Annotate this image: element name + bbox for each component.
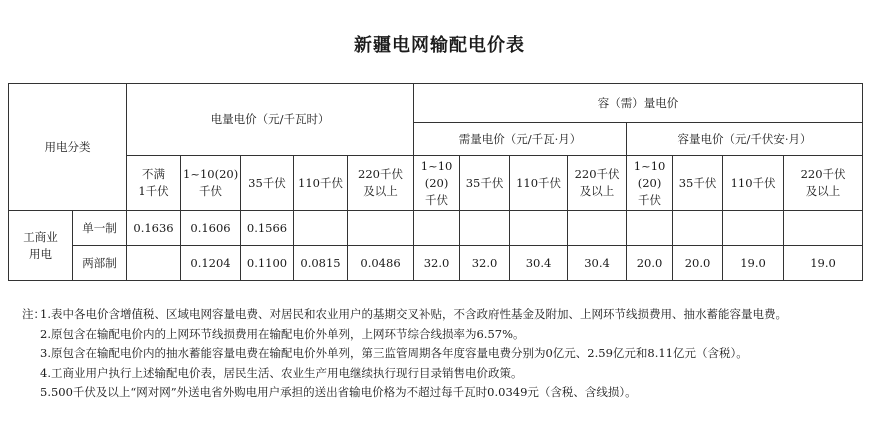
table-cell [784, 211, 863, 246]
table-cell [348, 211, 414, 246]
energy-price-header: 电量电价（元/千瓦时） [127, 84, 414, 156]
note-prefix: 注： [22, 307, 45, 321]
table-cell [127, 246, 181, 281]
note-text: 1.表中各电价含增值税、区域电网容量电费、对居民和农业用户的基期交叉补贴，不含政府性基金及附加、上网环节线损费用、抽水蓄能容量电费。 [40, 307, 787, 321]
table-cell [510, 211, 568, 246]
capacity-col-header: 220千伏 及以上 [784, 156, 863, 211]
table-cell: 32.0 [414, 246, 460, 281]
note-item [22, 325, 872, 345]
table-cell [568, 211, 627, 246]
table-cell [627, 211, 673, 246]
table-row [9, 246, 863, 281]
table-row [9, 211, 863, 246]
table-cell: 0.1606 [181, 211, 241, 246]
note-item [22, 383, 872, 403]
energy-col-header: 不满 1千伏 [127, 156, 181, 211]
note-text: 3.原包含在输配电价内的抽水蓄能容量电费在输配电价外单列，第三监管周期各年度容量电费分别为0亿元、2.59亿元和8.11亿元（含税）。 [40, 346, 748, 360]
note-item [22, 344, 872, 364]
demand-price-header: 需量电价（元/千瓦·月） [414, 123, 627, 156]
table-cell: 19.0 [723, 246, 784, 281]
table-cell: 0.1566 [241, 211, 294, 246]
table-cell: 30.4 [510, 246, 568, 281]
row-label: 单一制 [73, 211, 127, 246]
table-cell: 20.0 [627, 246, 673, 281]
capacity-col-header: 1~10 (20) 千伏 [627, 156, 673, 211]
note-text: 2.原包含在输配电价内的上网环节线损费用在输配电价外单列，上网环节综合线损率为6.57%。 [40, 326, 525, 341]
demand-col-header: 220千伏 及以上 [568, 156, 627, 211]
note-item [22, 305, 872, 325]
table-cell: 0.0486 [348, 246, 414, 281]
energy-col-header: 1~10(20) 千伏 [181, 156, 241, 211]
table-cell: 0.0815 [294, 246, 348, 281]
table-cell: 30.4 [568, 246, 627, 281]
capacity-sub-header: 容量电价（元/千伏安·月） [627, 123, 863, 156]
notes [22, 305, 872, 403]
energy-col-header: 220千伏 及以上 [348, 156, 414, 211]
table-cell: 32.0 [460, 246, 510, 281]
table-cell [460, 211, 510, 246]
capacity-col-header: 110千伏 [723, 156, 784, 211]
table-cell: 0.1100 [241, 246, 294, 281]
group-label: 工商业 用电 [9, 211, 73, 281]
table-cell [673, 211, 723, 246]
demand-col-header: 110千伏 [510, 156, 568, 211]
note-text: 4.工商业用户执行上述输配电价表，居民生活、农业生产用电继续执行现行目录销售电价政策。 [40, 365, 523, 380]
capacity-price-header: 容（需）量电价 [414, 84, 863, 123]
note-text: 5.500千伏及以上“网对网”外送电省外购电用户承担的送出省输电价格为不超过每千瓦时0.0349元（含税、含线损）。 [40, 385, 637, 399]
demand-col-header: 1~10 (20) 千伏 [414, 156, 460, 211]
table-cell: 20.0 [673, 246, 723, 281]
energy-col-header: 110千伏 [294, 156, 348, 211]
energy-col-header: 35千伏 [241, 156, 294, 211]
table-cell: 0.1204 [181, 246, 241, 281]
category-header: 用电分类 [9, 84, 127, 211]
demand-col-header: 35千伏 [460, 156, 510, 211]
table-cell: 19.0 [784, 246, 863, 281]
capacity-col-header: 35千伏 [673, 156, 723, 211]
table-cell [294, 211, 348, 246]
table-cell: 0.1636 [127, 211, 181, 246]
page-title: 新疆电网输配电价表 [354, 35, 525, 56]
row-label: 两部制 [73, 246, 127, 281]
note-item [22, 364, 872, 384]
table-cell [414, 211, 460, 246]
price-table [8, 83, 863, 281]
table-cell [723, 211, 784, 246]
